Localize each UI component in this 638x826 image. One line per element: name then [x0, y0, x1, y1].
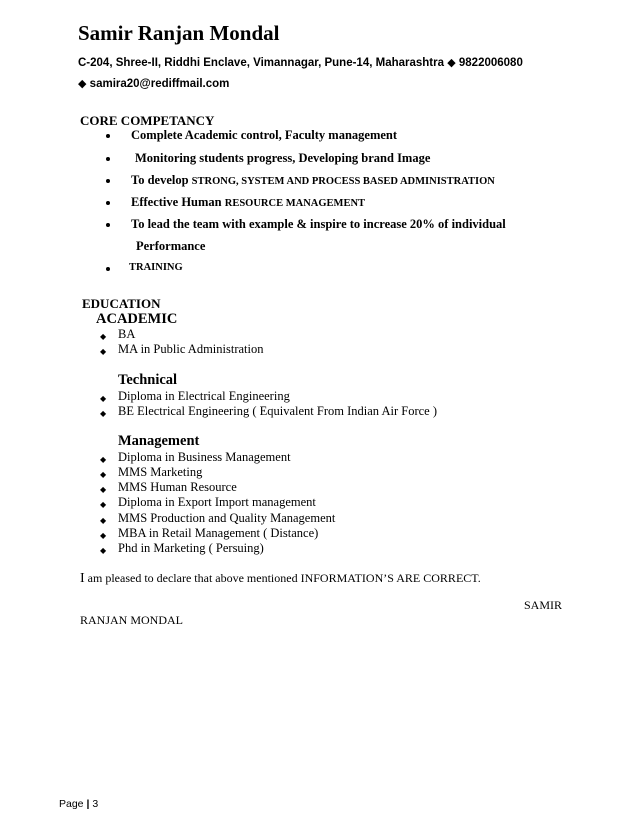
address-text: C-204, Shree-II, Riddhi Enclave, Vimannagar, Pune-14, Maharashtra — [78, 57, 445, 69]
page-number: 3 — [92, 798, 99, 810]
management-item: Diploma in Export Import management — [118, 495, 316, 509]
diamond-icon: ◆ — [447, 56, 456, 69]
email-line — [78, 77, 229, 90]
page-separator: | — [86, 798, 90, 810]
management-item: MMS Marketing — [118, 465, 203, 479]
bullet-icon — [106, 179, 110, 183]
declaration-text — [80, 571, 481, 587]
diamond-icon: ◆ — [100, 455, 107, 464]
diamond-icon: ◆ — [100, 347, 107, 356]
core-item: Complete Academic control, Faculty management — [131, 128, 398, 142]
core-competancy-heading: CORE COMPETANCY — [80, 113, 215, 128]
diamond-icon: ◆ — [100, 470, 107, 479]
diamond-icon: ◆ — [100, 531, 107, 540]
email-text: samira20@rediffmail.com — [89, 78, 230, 90]
academic-item: BA — [118, 327, 136, 341]
core-item — [131, 173, 495, 188]
diamond-icon: ◆ — [100, 546, 107, 555]
management-item: MMS Production and Quality Management — [118, 511, 336, 525]
core-item-text: Effective Human — [131, 195, 225, 209]
bullet-icon — [106, 223, 110, 227]
diamond-icon: ◆ — [100, 516, 107, 525]
core-item-caps: RESOURCE MANAGEMENT — [224, 198, 366, 209]
core-item: To lead the team with example & inspire to increase 20% of individual — [131, 217, 506, 231]
core-item-continuation: Performance — [136, 239, 206, 253]
declaration-initial: I — [80, 571, 85, 586]
bullet-icon — [106, 201, 110, 205]
contact-line — [78, 56, 523, 69]
applicant-name: Samir Ranjan Mondal — [78, 21, 280, 45]
management-item: Phd in Marketing ( Persuing) — [118, 541, 264, 555]
signature-last-name: RANJAN MONDAL — [80, 613, 184, 627]
signature-first-name: SAMIR — [524, 598, 563, 612]
management-item: MBA in Retail Management ( Distance) — [118, 526, 319, 540]
diamond-icon: ◆ — [100, 409, 107, 418]
diamond-icon: ◆ — [100, 332, 107, 341]
declaration-body: am pleased to declare that above mentioned INFORMATION’S ARE CORRECT. — [84, 571, 481, 585]
academic-heading: ACADEMIC — [96, 311, 178, 327]
bullet-icon — [106, 157, 110, 161]
technical-item: BE Electrical Engineering ( Equivalent From Indian Air Force ) — [118, 404, 438, 418]
bullet-icon — [106, 267, 110, 271]
core-item-caps: STRONG, SYSTEM AND PROCESS BASED ADMINISTRATION — [191, 176, 495, 187]
diamond-icon: ◆ — [78, 77, 87, 90]
diamond-icon: ◆ — [100, 500, 107, 509]
core-item: TRAINING — [129, 262, 183, 273]
technical-heading: Technical — [118, 372, 178, 388]
diamond-icon: ◆ — [100, 394, 107, 403]
management-heading: Management — [118, 433, 200, 449]
technical-item: Diploma in Electrical Engineering — [118, 389, 290, 403]
page-footer — [59, 798, 98, 810]
core-item — [131, 195, 365, 210]
academic-item: MA in Public Administration — [118, 342, 264, 356]
education-heading: EDUCATION — [82, 296, 161, 311]
core-item-text: To develop — [131, 173, 192, 187]
bullet-icon — [106, 134, 110, 138]
phone-text: 9822006080 — [458, 57, 523, 69]
page-label: Page — [59, 798, 84, 810]
management-item: Diploma in Business Management — [118, 450, 291, 464]
core-item: Monitoring students progress, Developing brand Image — [135, 151, 431, 165]
diamond-icon: ◆ — [100, 485, 107, 494]
management-item: MMS Human Resource — [118, 480, 237, 494]
